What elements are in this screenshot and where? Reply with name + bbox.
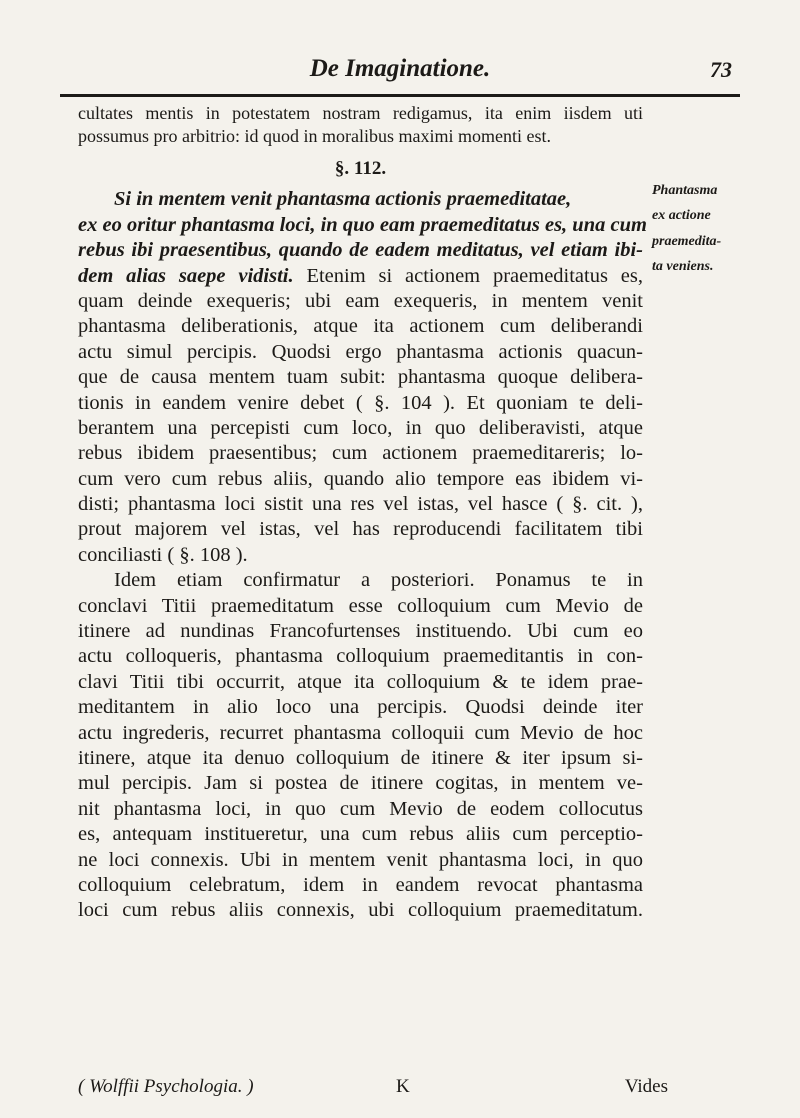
body-line: phantasma deliberationis, atque ita actionem cum deliberandi [78,315,643,338]
paragraph-line: clavi Titii tibi occurrit, atque ita colloquium & te idem prae- [78,670,643,693]
page-number: 73 [710,57,732,82]
intro-line: cultates mentis in potestatem nostram redigamus, ita enim iisdem uti [78,103,643,123]
paragraph-line: es, antequam institueretur, una cum rebus aliis cum perceptio- [78,823,643,846]
section-heading [78,156,643,181]
catchword: Vides [624,1076,668,1097]
body-line: cum vero cum rebus aliis, quando alio tempore eas ibidem vi- [78,467,643,490]
paragraph-line: itinere ad nundinas Francofurtenses instituendo. Ubi cum eo [78,620,643,643]
paragraph-line: Idem etiam confirmatur a posteriori. Ponamus te in [114,569,643,592]
body-line: conciliasti ( §. 108 ). [78,543,248,566]
body-line: tionis in eandem venire debet ( §. 104 ). Et quoniam te deli- [78,391,643,414]
margin-note-line: ta veniens. [652,259,714,275]
margin-note-line: Phantasma [652,183,718,198]
body-line: actu simul percipis. Quodsi ergo phantasma actionis quacun- [78,340,643,363]
page-header [60,55,740,95]
thesis-line: rebus ibi praesentibus, quando de eadem meditatus, vel etiam ibi- [78,239,643,262]
margin-note-line: ex actione [652,208,711,224]
intro-line: possumus pro arbitrio: id quod in moralibus maximi momenti est. [78,126,551,146]
body-line: prout majorem vel istas, vel has reproducendi facilitatem tibi [78,518,643,541]
paragraph-line: nit phantasma loci, in quo cum Mevio de eodem collocutus [78,797,643,820]
header-rule [60,94,740,97]
thesis-line: ex eo oritur phantasma loci, in quo eam praemeditatus es, una cum [78,213,647,236]
thesis-line [78,264,643,289]
body-line: berantem una percepisti cum loco, in quo deliberavisti, atque [78,416,643,439]
page-footer [78,1076,668,1102]
paragraph-line: actu ingrederis, recurret phantasma colloquii cum Mevio de hoc [78,721,643,744]
margin-note [652,178,752,280]
thesis-line: Si in mentem venit phantasma actionis praemeditatae, [114,188,572,211]
body-line: quam deinde exequeris; ubi eam exequeris, in mentem venit [78,289,643,312]
signature-mark: K [396,1076,410,1097]
thesis-italic: dem alias saepe vidisti. [78,264,294,287]
source-reference: ( Wolffii Psychologia. ) [78,1076,254,1097]
running-title: De Imaginatione. [309,55,491,82]
margin-note-line: praemedita- [652,233,722,249]
paragraph-line: mul percipis. Jam si postea de itinere cogitas, in mentem ve- [78,772,643,795]
paragraph-line: colloquium celebratum, idem in eandem revocat phantasma [78,873,643,896]
paragraph-line: itinere, atque ita denuo colloquium de itinere & iter ipsum si- [78,746,643,769]
paragraph-line: ne loci connexis. Ubi in mentem venit phantasma loci, in quo [78,848,643,871]
paragraph-line: conclavi Titii praemeditatum esse colloquium cum Mevio de [78,594,643,617]
section-number: §. 112. [334,158,387,179]
main-text [78,102,647,924]
body-line: rebus ibidem praesentibus; cum actionem praemeditareris; lo- [78,442,643,465]
body-line: que de causa mentem tuam subit: phantasma quoque delibera- [78,366,643,389]
thesis-roman: Etenim si actionem praemeditatus es, [306,264,643,287]
paragraph-line: loci cum rebus aliis connexis, ubi colloquium praemeditatum. [78,899,643,922]
paragraph-line: actu colloqueris, phantasma colloquium praemeditantis in con- [78,645,643,668]
paragraph-line: meditantem in alio loco una percipis. Quodsi deinde iter [78,696,643,719]
body-line: disti; phantasma loci sistit una res vel istas, vel hasce ( §. cit. ), [78,493,643,516]
